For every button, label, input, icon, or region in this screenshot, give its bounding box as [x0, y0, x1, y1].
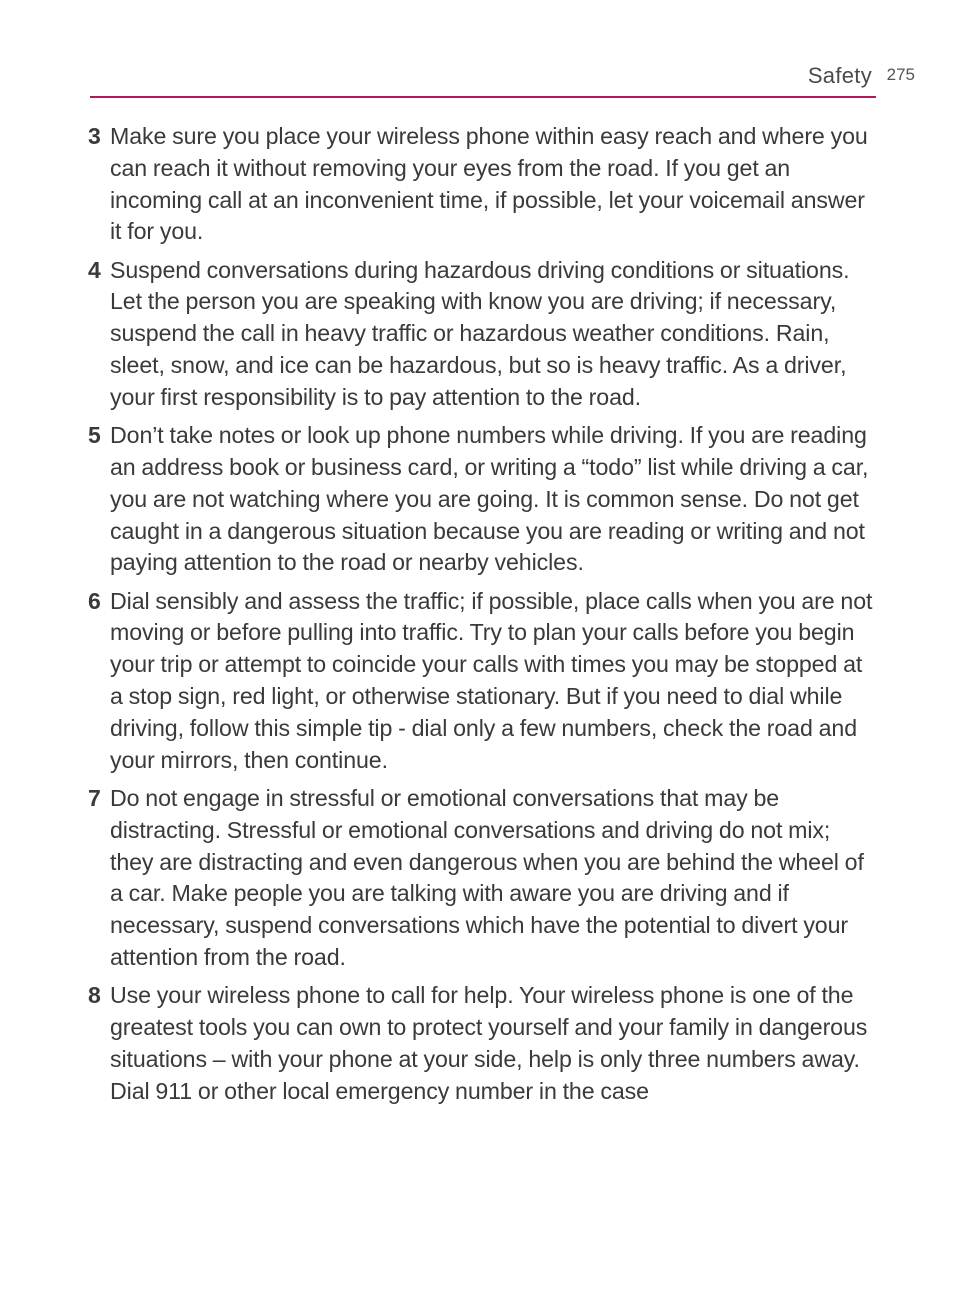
section-title: Safety [807, 63, 872, 88]
item-number: 5 [88, 422, 101, 449]
page-number: 275 [886, 65, 915, 84]
item-number: 8 [88, 982, 101, 1009]
list-item [88, 783, 878, 974]
item-text: Don’t take notes or look up phone numbers while driving. If you are reading an address book or business card, or writing a “todo” list while driving a car, you are not watching where you are going. It is common sense. Do not get caught in a dangerous situation because you are reading or writing and not paying attention to the road or nearby vehicles. [110, 422, 869, 576]
list-item [88, 121, 878, 248]
item-text: Use your wireless phone to call for help. Your wireless phone is one of the greatest tools you can own to protect yourself and your family in dangerous situations – with your phone at your side, help is only three numbers away. Dial 911 or other local emergency number in the case [110, 982, 868, 1104]
list-item [88, 255, 878, 414]
page-header [90, 58, 915, 98]
item-text: Make sure you place your wireless phone within easy reach and where you can reach it without removing your eyes from the road. If you get an incoming call at an inconvenient time, if possible, let your voicemail answer it for you. [110, 123, 868, 245]
header-divider [90, 96, 876, 98]
item-number: 3 [88, 123, 101, 149]
item-text: Do not engage in stressful or emotional conversations that may be distracting. Stressful or emotional conversations and driving do not mix; they are distracting and even dangerous when you are behind the wheel of a car. Make people you are talking with aware you are driving and if necessary, suspend conversations which have the potential to divert your attention from the road. [110, 784, 864, 970]
item-text: Dial sensibly and assess the traffic; if possible, place calls when you are not moving or before pulling into traffic. Try to plan your calls before you begin your trip or attempt to coincide your calls with times you may be stopped at a stop sign, red light, or otherwise stationary. But if you need to dial while driving, follow this simple tip - dial only a few numbers, check the road and your mirrors, then continue. [110, 587, 873, 773]
list-item [88, 586, 878, 777]
list-item [88, 980, 878, 1107]
item-number: 6 [88, 587, 101, 614]
item-number: 7 [88, 784, 101, 811]
numbered-list [88, 121, 878, 1114]
list-item [88, 420, 878, 579]
item-number: 4 [88, 256, 101, 283]
item-text: Suspend conversations during hazardous driving conditions or situations. Let the person you are speaking with know you are driving; if necessary, suspend the call in heavy traffic or hazardous weather conditions. Rain, sleet, snow, and ice can be hazardous, but so is heavy traffic. As a driver, your first responsibility is to pay attention to the road. [110, 256, 850, 410]
